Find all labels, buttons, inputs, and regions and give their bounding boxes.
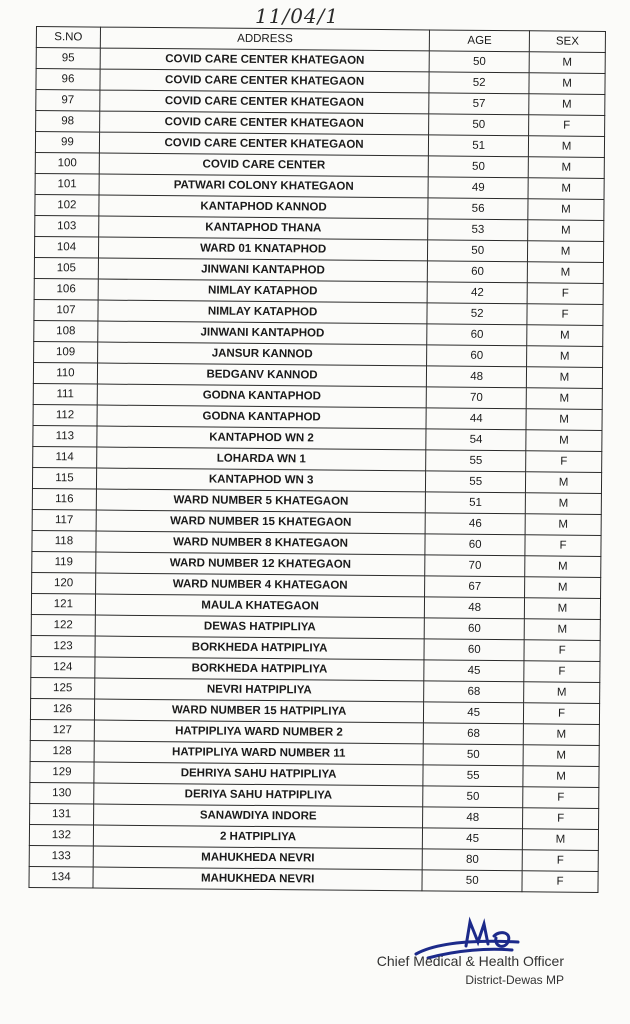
sno-cell: 108 [34, 320, 98, 342]
header-address: ADDRESS [100, 27, 430, 51]
age-cell: 60 [424, 639, 524, 661]
sno-cell: 131 [30, 803, 94, 825]
sex-cell: F [527, 304, 603, 326]
age-cell: 49 [428, 177, 528, 199]
sex-cell: M [525, 514, 601, 536]
age-cell: 55 [426, 450, 526, 472]
sex-cell: M [527, 262, 603, 284]
age-cell: 68 [424, 723, 524, 745]
address-cell: COVID CARE CENTER [99, 153, 429, 177]
age-cell: 44 [426, 408, 526, 430]
age-cell: 55 [426, 471, 526, 493]
sno-cell: 122 [31, 614, 95, 636]
sex-cell: M [528, 178, 604, 200]
sex-cell: M [523, 724, 599, 746]
sex-cell: M [524, 598, 600, 620]
address-cell: PATWARI COLONY KHATEGAON [99, 174, 429, 198]
address-cell: JINWANI KANTAPHOD [98, 258, 428, 282]
age-cell: 60 [424, 618, 524, 640]
sex-cell: M [526, 409, 602, 431]
sno-cell: 109 [34, 341, 98, 363]
sex-cell: F [527, 283, 603, 305]
age-cell: 50 [429, 114, 529, 136]
address-cell: WARD NUMBER 8 KHATEGAON [96, 531, 426, 555]
sex-cell: M [528, 136, 604, 158]
address-cell: 2 HATPIPLIYA [93, 825, 423, 849]
address-cell: KANTAPHOD WN 2 [97, 426, 427, 450]
address-cell: GODNA KANTAPHOD [97, 384, 427, 408]
age-cell: 45 [424, 660, 524, 682]
sex-cell: M [528, 199, 604, 221]
address-cell: GODNA KANTAPHOD [97, 405, 427, 429]
age-cell: 46 [425, 513, 525, 535]
address-cell: MAHUKHEDA NEVRI [93, 867, 423, 891]
table-row [29, 866, 598, 892]
sex-cell: F [525, 535, 601, 557]
address-cell: COVID CARE CENTER KHATEGAON [99, 132, 429, 156]
age-cell: 57 [429, 93, 529, 115]
address-cell: DEHRIYA SAHU HATPIPLIYA [94, 762, 424, 786]
address-cell: COVID CARE CENTER KHATEGAON [99, 111, 429, 135]
address-cell: WARD 01 KNATAPHOD [98, 237, 428, 261]
sex-cell: M [526, 472, 602, 494]
address-cell: NIMLAY KATAPHOD [98, 300, 428, 324]
address-cell: BORKHEDA HATPIPLIYA [95, 657, 425, 681]
address-cell: COVID CARE CENTER KHATEGAON [100, 69, 430, 93]
sex-cell: M [527, 325, 603, 347]
address-cell: BORKHEDA HATPIPLIYA [95, 636, 425, 660]
address-cell: SANAWDIYA INDORE [93, 804, 423, 828]
address-cell: NEVRI HATPIPLIYA [95, 678, 425, 702]
sno-cell: 103 [35, 215, 99, 237]
age-cell: 50 [423, 786, 523, 808]
sex-cell: M [529, 73, 605, 95]
sex-cell: M [529, 52, 605, 74]
sno-cell: 114 [33, 446, 97, 468]
sno-cell: 119 [32, 551, 96, 573]
officer-title: Chief Medical & Health Officer [376, 953, 564, 969]
sex-cell: M [528, 241, 604, 263]
footer-block [377, 953, 564, 987]
age-cell: 51 [426, 492, 526, 514]
sno-cell: 112 [33, 404, 97, 426]
age-cell: 53 [428, 219, 528, 241]
sex-cell: M [527, 346, 603, 368]
sno-cell: 120 [32, 572, 96, 594]
address-cell: DEWAS HATPIPLIYA [95, 615, 425, 639]
sex-cell: M [524, 682, 600, 704]
sex-cell: F [524, 703, 600, 725]
handwritten-note: 11/04/1 [255, 4, 340, 28]
sno-cell: 95 [36, 48, 100, 70]
address-cell: KANTAPHOD KANNOD [99, 195, 429, 219]
header-age: AGE [430, 30, 530, 52]
sex-cell: M [524, 619, 600, 641]
sno-cell: 111 [33, 383, 97, 405]
sno-cell: 104 [34, 236, 98, 258]
address-cell: WARD NUMBER 15 HATPIPLIYA [94, 699, 424, 723]
sno-cell: 128 [30, 740, 94, 762]
address-cell: LOHARDA WN 1 [97, 447, 427, 471]
sex-cell: M [523, 766, 599, 788]
age-cell: 52 [429, 72, 529, 94]
age-cell: 45 [424, 702, 524, 724]
address-cell: WARD NUMBER 12 KHATEGAON [96, 552, 426, 576]
age-cell: 68 [424, 681, 524, 703]
sex-cell: M [525, 556, 601, 578]
address-cell: JINWANI KANTAPHOD [98, 321, 428, 345]
address-cell: HATPIPLIYA WARD NUMBER 11 [94, 741, 424, 765]
sex-cell: F [522, 871, 598, 893]
sex-cell: F [524, 661, 600, 683]
sno-cell: 106 [34, 278, 98, 300]
sno-cell: 110 [33, 362, 97, 384]
sno-cell: 105 [34, 257, 98, 279]
sno-cell: 96 [36, 69, 100, 91]
sno-cell: 123 [31, 635, 95, 657]
address-cell: MAULA KHATEGAON [95, 594, 425, 618]
sex-cell: M [522, 829, 598, 851]
sno-cell: 126 [30, 698, 94, 720]
sno-cell: 107 [34, 299, 98, 321]
header-sex: SEX [529, 31, 605, 53]
age-cell: 42 [427, 282, 527, 304]
age-cell: 60 [425, 534, 525, 556]
address-cell: JANSUR KANNOD [97, 342, 427, 366]
age-cell: 70 [425, 555, 525, 577]
sex-cell: M [526, 388, 602, 410]
sno-cell: 133 [29, 845, 93, 867]
address-cell: NIMLAY KATAPHOD [98, 279, 428, 303]
age-cell: 45 [423, 828, 523, 850]
address-cell: DERIYA SAHU HATPIPLIYA [94, 783, 424, 807]
age-cell: 50 [429, 51, 529, 73]
sno-cell: 115 [32, 467, 96, 489]
sex-cell: F [524, 640, 600, 662]
sex-cell: M [528, 157, 604, 179]
address-cell: WARD NUMBER 5 KHATEGAON [96, 489, 426, 513]
age-cell: 50 [428, 156, 528, 178]
address-cell: KANTAPHOD WN 3 [96, 468, 426, 492]
age-cell: 70 [426, 387, 526, 409]
sno-cell: 97 [36, 90, 100, 112]
patient-table [28, 26, 606, 893]
district-name: District-Dewas MP [465, 973, 564, 987]
sex-cell: F [522, 850, 598, 872]
address-cell: MAHUKHEDA NEVRI [93, 846, 423, 870]
sno-cell: 132 [29, 824, 93, 846]
address-cell: COVID CARE CENTER KHATEGAON [100, 48, 430, 72]
sex-cell: M [525, 577, 601, 599]
address-cell: KANTAPHOD THANA [99, 216, 429, 240]
age-cell: 48 [425, 597, 525, 619]
address-cell: BEDGANV KANNOD [97, 363, 427, 387]
sex-cell: M [529, 94, 605, 116]
sno-cell: 125 [31, 677, 95, 699]
sex-cell: M [526, 430, 602, 452]
sex-cell: F [523, 808, 599, 830]
sex-cell: M [525, 493, 601, 515]
sno-cell: 101 [35, 173, 99, 195]
sno-cell: 121 [31, 593, 95, 615]
sex-cell: F [529, 115, 605, 137]
age-cell: 48 [427, 366, 527, 388]
address-cell: WARD NUMBER 15 KHATEGAON [96, 510, 426, 534]
age-cell: 50 [422, 870, 522, 892]
sex-cell: M [526, 367, 602, 389]
sno-cell: 98 [36, 111, 100, 133]
age-cell: 52 [427, 303, 527, 325]
sno-cell: 117 [32, 509, 96, 531]
age-cell: 55 [423, 765, 523, 787]
header-sno: S.NO [36, 27, 100, 49]
sno-cell: 124 [31, 656, 95, 678]
age-cell: 50 [428, 240, 528, 262]
address-cell: COVID CARE CENTER KHATEGAON [100, 90, 430, 114]
sno-cell: 113 [33, 425, 97, 447]
age-cell: 60 [427, 324, 527, 346]
sno-cell: 99 [35, 132, 99, 154]
sex-cell: F [526, 451, 602, 473]
sno-cell: 118 [32, 530, 96, 552]
sno-cell: 130 [30, 782, 94, 804]
sno-cell: 127 [30, 719, 94, 741]
sno-cell: 100 [35, 152, 99, 174]
age-cell: 60 [427, 345, 527, 367]
sno-cell: 129 [30, 761, 94, 783]
sno-cell: 102 [35, 194, 99, 216]
age-cell: 56 [428, 198, 528, 220]
age-cell: 54 [426, 429, 526, 451]
age-cell: 80 [422, 849, 522, 871]
address-cell: WARD NUMBER 4 KHATEGAON [95, 573, 425, 597]
age-cell: 50 [423, 744, 523, 766]
age-cell: 60 [428, 261, 528, 283]
sex-cell: M [528, 220, 604, 242]
age-cell: 67 [425, 576, 525, 598]
sno-cell: 116 [32, 488, 96, 510]
address-cell: HATPIPLIYA WARD NUMBER 2 [94, 720, 424, 744]
age-cell: 48 [423, 807, 523, 829]
sex-cell: F [523, 787, 599, 809]
sno-cell: 134 [29, 866, 93, 888]
sex-cell: M [523, 745, 599, 767]
age-cell: 51 [429, 135, 529, 157]
